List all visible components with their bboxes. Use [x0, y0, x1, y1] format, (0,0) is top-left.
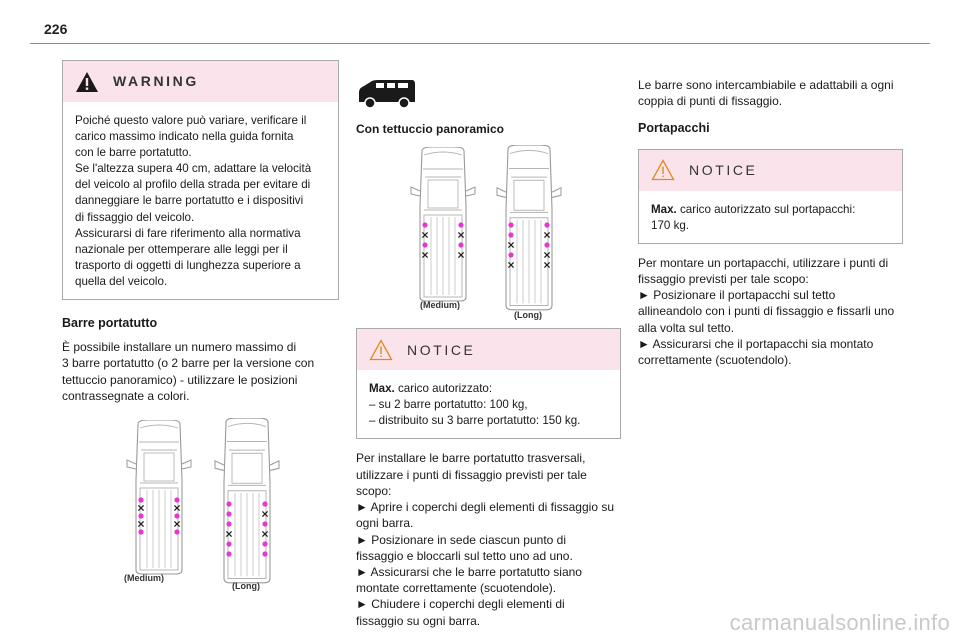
notice-icon [651, 159, 675, 181]
warning-line: del veicolo al profilo della strada per evitare di [75, 178, 311, 192]
warning-line: carico massimo indicato nella guida fornita [75, 130, 294, 144]
warning-line: con le barre portatutto. [75, 146, 192, 160]
warning-line: Poiché questo valore può variare, verificare il [75, 114, 307, 127]
portapacchi-line: correttamente (scuotendolo). [638, 353, 792, 368]
warning-line: nazionale per ottemperare alle leggi per il [75, 242, 288, 256]
caption-long-panoramic: (Long) [514, 310, 542, 321]
portapacchi-paragraph [638, 255, 903, 368]
notice-body [639, 191, 902, 243]
top-rule [30, 43, 930, 44]
install-line: fissaggio su ogni barra. [356, 613, 481, 628]
install-line: ► Posizionare in sede ciascun punto di [356, 532, 566, 547]
install-line: ► Assicurarsi che le barre portatutto siano [356, 564, 582, 579]
install-line: ► Chiudere i coperchi degli elementi di [356, 597, 565, 612]
roof-diagram-medium [124, 420, 196, 578]
warning-header [63, 61, 338, 102]
portapacchi-line: ► Posizionare il portapacchi sul tetto [638, 288, 836, 303]
portapacchi-line: alla volta sul tetto. [638, 320, 735, 335]
notice-title: NOTICE [407, 341, 476, 358]
warning-line: quella del veicolo. [75, 274, 168, 288]
caption-long: (Long) [232, 581, 260, 592]
interchange-line: Le barre sono intercambiabile e adattabili a ogni [638, 78, 894, 92]
install-line: ogni barra. [356, 516, 414, 531]
install-paragraph [356, 450, 621, 628]
portapacchi-line: Per montare un portapacchi, utilizzare i punti di [638, 255, 889, 270]
notice-item: – su 2 barre portatutto: 100 kg, [369, 398, 528, 412]
warning-line: trasporto di oggetti di lunghezza superiore a [75, 258, 301, 272]
install-line: scopo: [356, 483, 392, 498]
roof-diagram-long-panoramic [494, 145, 566, 313]
warning-line: danneggiare le barre portatutto e i dispositivi [75, 194, 304, 208]
roof-diagram-medium-panoramic [408, 147, 480, 305]
van-icon [356, 78, 418, 112]
notice-line [369, 381, 610, 397]
notice-body [357, 370, 620, 438]
barre-line: 3 barre portatutto (o 2 barre per la versione con [62, 356, 315, 371]
warning-box [62, 60, 339, 300]
barre-line: contrassegnate a colori. [62, 388, 190, 403]
install-line: ► Aprire i coperchi degli elementi di fissaggio su [356, 500, 615, 515]
install-line: montate correttamente (scuotendole). [356, 581, 557, 596]
portapacchi-heading: Portapacchi [638, 121, 710, 136]
barre-line: È possibile installare un numero massimo di [62, 340, 297, 355]
page-number: 226 [44, 21, 68, 37]
column-middle [356, 60, 621, 629]
warning-line: Se l'altezza supera 40 cm, adattare la velocità [75, 162, 312, 176]
barre-paragraph [62, 339, 339, 404]
warning-title: WARNING [113, 73, 199, 90]
notice-icon [369, 339, 393, 361]
portapacchi-line: allineandolo con i punti di fissaggio e fissarli uno [638, 304, 895, 319]
notice-text: carico autorizzato sul portapacchi: [676, 202, 856, 216]
interchange-line: coppia di punti di fissaggio. [638, 94, 783, 109]
warning-body [63, 102, 338, 299]
column-left [62, 60, 339, 592]
barre-line: tettuccio panoramico) - utilizzare le posizioni [62, 372, 298, 387]
panoramic-roof-figure [356, 145, 621, 328]
interchange-paragraph [638, 77, 903, 109]
notice-header [639, 150, 902, 191]
install-line: utilizzare i punti di fissaggio previsti per tale [356, 467, 587, 482]
notice-title: NOTICE [689, 162, 758, 178]
barre-roof-figure [62, 414, 339, 592]
column-right [638, 60, 903, 368]
warning-icon [75, 71, 99, 93]
notice-line: 170 kg. [651, 218, 690, 232]
portapacchi-line: ► Assicurarsi che il portapacchi sia montato [638, 336, 874, 351]
install-line: Per installare le barre portatutto trasversali, [356, 451, 586, 466]
notice-line [651, 202, 892, 218]
warning-line: Assicurarsi di fare riferimento alla normativa [75, 226, 301, 240]
caption-medium-panoramic: (Medium) [420, 300, 460, 311]
install-line: fissaggio e bloccarli sul tetto uno ad uno. [356, 548, 573, 563]
warning-line: di fissaggio del veicolo. [75, 210, 195, 224]
notice-text: carico autorizzato: [394, 382, 493, 396]
caption-medium: (Medium) [124, 573, 164, 584]
notice-box-portapacchi [638, 149, 903, 244]
panoramic-heading: Con tettuccio panoramico [356, 122, 505, 136]
roof-diagram-long [212, 418, 284, 586]
watermark: carmanualsonline.info [729, 610, 950, 635]
barre-heading: Barre portatutto [62, 316, 158, 331]
notice-bold: Max. [369, 382, 395, 396]
notice-box-loads [356, 328, 621, 439]
notice-header [357, 329, 620, 370]
notice-bold: Max. [651, 202, 677, 216]
portapacchi-line: fissaggio previsti per tale scopo: [638, 272, 809, 286]
notice-item: – distribuito su 3 barre portatutto: 150 kg. [369, 414, 581, 428]
